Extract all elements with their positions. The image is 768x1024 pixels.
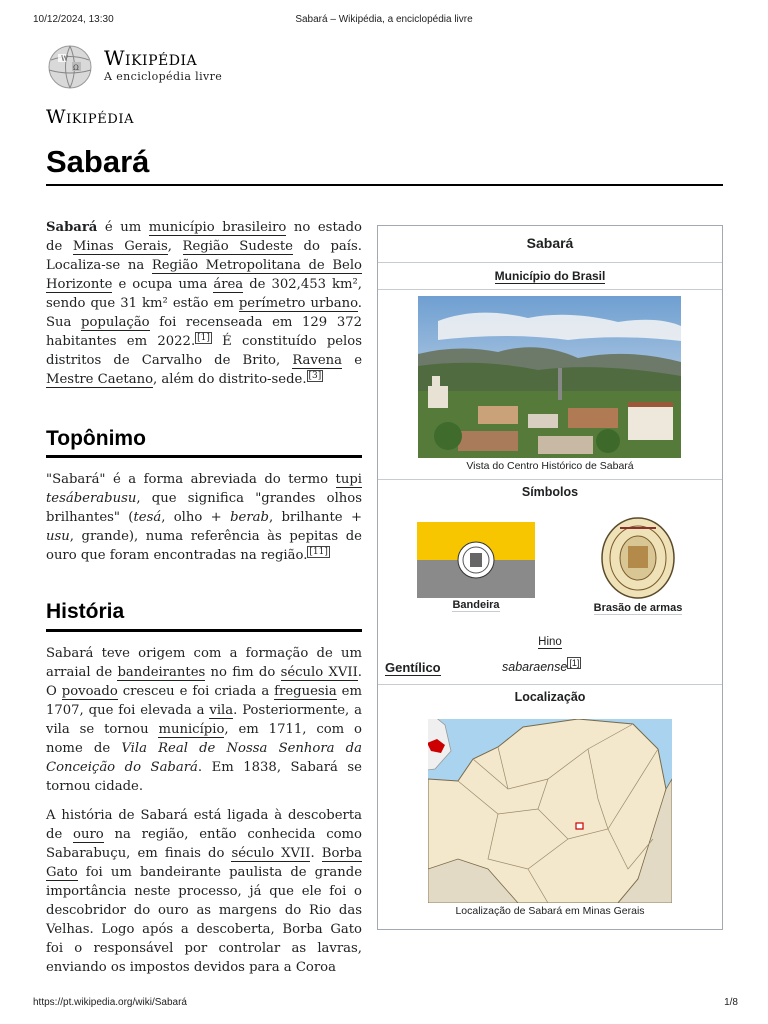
text: , que significa "grandes olhos brilhantes" ( [46,491,362,525]
link-bandeirantes[interactable]: bandeirantes [117,665,206,680]
link-municipio[interactable]: município [158,722,225,737]
text: foi um bandeirante paulista de grande importância neste processo, já que ele foi o descobridor do ouro as margens do Rio das Velhas. Logo após a descoberta, Borba Gato foi o responsável por controlar as lavras, enviando os impostos devidos para a Coroa [46,865,362,975]
infobox [377,225,723,930]
location-map[interactable] [428,719,672,903]
demonym-text: sabaraense [502,660,568,674]
intro-bold-title: Sabará [46,220,98,235]
historia-section [46,644,362,987]
infobox-subtitle [378,262,722,289]
heading-divider [46,455,362,458]
anthem-row [378,636,722,648]
heading-divider [46,629,362,632]
text: na região, então conhecida como Sabarabuçu, em finais do [46,827,362,861]
text: no fim do [205,665,281,680]
link-populacao[interactable]: população [81,315,150,330]
title-divider [46,184,723,186]
link-seculo-xvii[interactable]: século XVII [280,665,358,680]
italic-term: tesá [133,510,162,525]
text: "Sabará" é a forma abreviada do termo [46,472,336,487]
text: Sabará teve origem com a formação de um arraial de [46,646,362,680]
text: e [342,353,362,368]
heading-historia: História [46,600,125,623]
text: , olho + [161,510,231,525]
reference-link[interactable]: [1] [569,657,580,668]
anthem-link[interactable]: Hino [538,636,562,648]
heading-toponimo: Topônimo [46,427,146,450]
text: . Posteriormente, a vila se tornou [46,703,363,737]
print-page-number: 1/8 [724,997,738,1008]
text: É constituído pelos distritos de Carvalho de Brito, [46,334,362,368]
coat-label [583,602,693,614]
link-borba-gato[interactable]: Borba Gato [46,846,362,880]
wordmark-secondary: Wikipédia [46,106,135,128]
text: de 302,453 km², sendo que 31 km² estão em [46,277,362,311]
puzzle-globe-icon [46,44,94,90]
text: foi recenseada em 129 372 habitantes em 2022. [46,315,362,349]
flag-label [417,599,535,611]
print-url: https://pt.wikipedia.org/wiki/Sabará [33,997,187,1008]
text: . [310,846,322,861]
text: , grande), numa referência às pepitas de ouro que foram encontradas na região. [46,529,362,563]
toponimo-paragraph [46,470,362,565]
reference-link[interactable]: [1] [197,332,210,343]
infobox-divider [378,289,722,290]
link-municipio-do-brasil[interactable]: Município do Brasil [494,269,606,283]
intro-paragraph [46,218,362,389]
link-ravena[interactable]: Ravena [292,353,343,368]
link-ouro[interactable]: ouro [73,827,104,842]
link-minas-gerais[interactable]: Minas Gerais [72,239,168,254]
infobox-title: Sabará [526,235,574,251]
link-seculo-xvii[interactable]: século XVII [231,846,311,861]
logo-tagline: A enciclopédia livre [104,70,223,83]
reference-link[interactable]: [11] [309,546,328,557]
infobox-location-header: Localização [378,684,722,710]
text: . Em 1838, Sabará se tornou cidade. [46,760,362,794]
historia-paragraph-2 [46,806,362,977]
demonym-label [385,660,441,675]
text: A história de Sabará está ligada à descoberta de [46,808,362,842]
print-timestamp: 10/12/2024, 13:30 [33,14,114,25]
link-povoado[interactable]: povoado [61,684,118,699]
italic-term: usu [46,529,70,544]
print-page-title: Sabará – Wikipédia, a enciclopédia livre [295,14,473,25]
link-regiao-metropolitana[interactable]: Região Metropolitana de Belo Horizonte [46,258,362,292]
photo-caption: Vista do Centro Histórico de Sabará [466,460,634,472]
text: do país. Localiza-se na [46,239,362,273]
logo-wordmark: Wikipédia [104,46,198,70]
coat-label-link[interactable]: Brasão de armas [593,602,683,614]
text: . O [46,665,362,699]
italic-term: Vila Real de Nossa Senhora da Conceição do Sabará [46,741,362,775]
print-header [0,14,768,28]
toponimo-section [46,470,362,575]
text: , em 1711, com o nome de [46,722,362,756]
article-title: Sabará [46,144,150,179]
svg-text:W: W [61,55,69,63]
link-municipio-brasileiro[interactable]: município brasileiro [148,220,287,235]
link-area[interactable]: área [213,277,244,292]
demonym-label-link[interactable]: Gentílico [385,660,441,675]
city-photo[interactable] [418,296,681,458]
link-regiao-sudeste[interactable]: Região Sudeste [182,239,293,254]
link-tupi[interactable]: tupi [335,472,362,487]
text: . Sua [46,296,362,330]
wikipedia-logo[interactable] [46,44,266,90]
text: cresceu e foi criada a [117,684,275,699]
link-mestre-caetano[interactable]: Mestre Caetano [46,372,154,387]
map-caption: Localização de Sabará em Minas Gerais [455,905,645,917]
italic-term: tesáberabusu [46,491,137,506]
text: é um [97,220,149,235]
flag-label-link[interactable]: Bandeira [452,599,500,611]
historia-paragraph-1 [46,644,362,796]
intro-section [46,218,362,399]
link-vila[interactable]: vila [209,703,234,718]
link-perimetro-urbano[interactable]: perímetro urbano [238,296,358,311]
flag-image[interactable] [417,522,535,598]
text: e ocupa uma [112,277,214,292]
reference-link[interactable]: [3] [308,370,322,381]
text: , além do distrito-sede. [153,372,307,387]
italic-term: berab [230,510,269,525]
text: , [167,239,183,254]
svg-text:Ω: Ω [73,64,79,72]
demonym-value [502,657,581,674]
infobox-symbols-header: Símbolos [378,479,722,505]
text: , brilhante + [268,510,362,525]
text: no estado de [46,220,362,254]
coat-of-arms-image[interactable] [600,516,676,600]
link-freguesia[interactable]: freguesia [274,684,337,699]
text: em 1707, que foi elevada a [46,684,362,718]
print-footer [0,997,768,1011]
